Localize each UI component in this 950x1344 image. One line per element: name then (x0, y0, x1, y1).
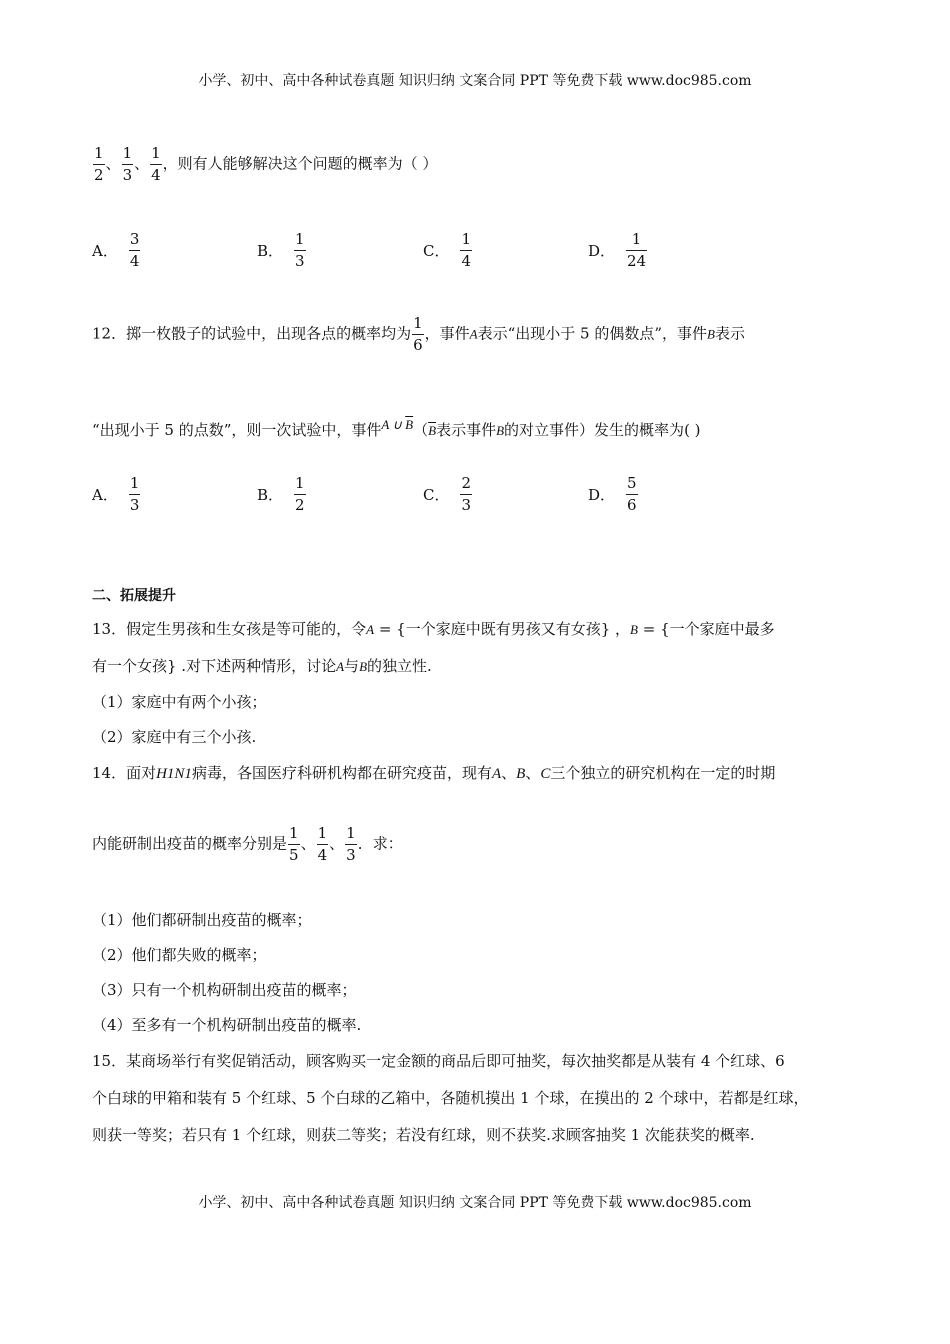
q15-line-1: 15．某商场举行有奖促销活动，顾客购买一定金额的商品后即可抽奖，每次抽奖都是从装有 4 个红球、6 (92, 1052, 785, 1070)
q15-line-3: 则获一等奖；若只有 1 个红球，则获二等奖；若没有红球，则不获奖.求顾客抽奖 1 次能获奖的概率. (92, 1126, 755, 1144)
q11-option-a: A． $\frac{3}{4}$ (92, 230, 140, 270)
q13-line-1: 13．假定生男孩和生女孩是等可能的，令A = {一个家庭中既有男孩又有女孩} ，B = {一个家庭中最多 (92, 620, 775, 638)
page-header: 小学、初中、高中各种试卷真题 知识归纳 文案合同 PPT 等免费下载 www.doc985.com (198, 73, 752, 89)
section-title: 二、拓展提升 (92, 588, 176, 604)
q14-line-2: 内能研制出疫苗的概率分别是 $\frac{1}{5}$ 、 $\frac{1}{4}$ 、 $\frac{1}{3}$ ．求： (92, 824, 403, 864)
q14-sub-3: （3）只有一个机构研制出疫苗的概率； (92, 981, 357, 999)
q12-line-2: “出现小于 5 的点数”，则一次试验中，事件A ∪ $\overline{B}(\overline{B}$表示事件B的对立事件）发生的概率为( ) (92, 417, 701, 439)
q12-line-1: 12．掷一枚骰子的试验中，出现各点的概率均为 $\frac{1}{6}$ ，事件A表示“出现小于 5 的偶数点”，事件B表示 (92, 314, 745, 354)
fraction: $\frac{1}{5}$ (289, 824, 299, 864)
q13-sub-2: （2）家庭中有三个小孩. (92, 728, 257, 746)
q12-option-a: A． $\frac{1}{3}$ (92, 474, 140, 514)
q11-option-c: C． $\frac{1}{4}$ (423, 230, 472, 270)
q13-sub-1: （1）家庭中有两个小孩； (92, 693, 267, 711)
fraction: $\frac{1}{4}$ (151, 144, 161, 184)
fraction: $\frac{1}{3}$ (346, 824, 356, 864)
q11-option-b: B． $\frac{1}{3}$ (257, 230, 305, 270)
q12-option-b: B． $\frac{1}{2}$ (257, 474, 305, 514)
q15-line-2: 个白球的甲箱和装有 5 个红球、5 个白球的乙箱中，各随机摸出 1 个球，在摸出的 2 个球中，若都是红球， (92, 1089, 809, 1107)
fraction: $\frac{1}{6}$ (413, 314, 423, 354)
q12-option-d: D． $\frac{5}{6}$ (588, 474, 637, 514)
q11-option-d: D． $\frac{1}{24}$ (588, 230, 647, 270)
fraction: $\frac{1}{4}$ (317, 824, 328, 864)
q14-sub-2: （2）他们都失败的概率； (92, 946, 267, 964)
q13-line-2: 有一个女孩} .对下述两种情形，讨论A与B的独立性. (92, 657, 432, 675)
q11-text: ，则有人能够解决这个问题的概率为（ ） (162, 154, 438, 173)
page-footer: 小学、初中、高中各种试卷真题 知识归纳 文案合同 PPT 等免费下载 www.doc985.com (198, 1195, 752, 1211)
q12-option-c: C． $\frac{2}{3}$ (423, 474, 472, 514)
q11-stem: $\frac{1}{2}$ 、 $\frac{1}{3}$ 、 $\frac{1}{4}$ ，则有人能够解决这个问题的概率为（ ） (94, 144, 438, 184)
fraction: $\frac{1}{2}$ (94, 144, 104, 184)
q14-sub-4: （4）至多有一个机构研制出疫苗的概率. (92, 1016, 362, 1034)
q14-sub-1: （1）他们都研制出疫苗的概率； (92, 911, 312, 929)
fraction: $\frac{1}{3}$ (122, 144, 133, 184)
q14-line-1: 14．面对H1N1病毒，各国医疗科研机构都在研究疫苗，现有A、B、C三个独立的研究机构在一定的时期 (92, 764, 776, 782)
